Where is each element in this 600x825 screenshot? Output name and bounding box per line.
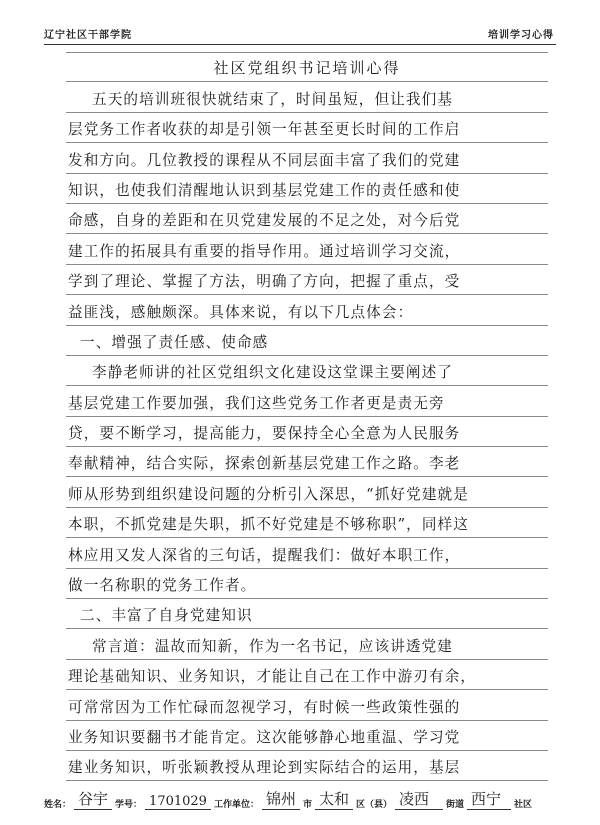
essay-line: 益匪浅，感触颇深。具体来说，有以下几点体会： [66, 295, 548, 325]
essay-line: 做一名称职的党务工作者。 [66, 569, 548, 599]
essay-line: 本职，不抓党建是失职，抓不好党建是不够称职”，同样这 [66, 508, 548, 538]
essay-line: 理论基础知识、业务知识，才能让自己在工作中游刃有余， [66, 660, 548, 690]
city-value: 锦州 [262, 788, 300, 810]
essay-line: 知识，也使我们清醒地认识到基层党建工作的责任感和使 [66, 174, 548, 204]
essay-line: 命感，自身的差距和在贝党建发展的不足之处，对今后党 [66, 204, 548, 234]
essay-line: 建业务知识，听张颖教授从理论到实际结合的运用，基层 [66, 751, 548, 781]
unit-label: 工作单位： [213, 800, 259, 810]
essay-line: 建工作的拓展具有重要的指导作用。通过培训学习交流， [66, 234, 548, 264]
institution-name: 辽宁社区干部学院 [44, 30, 132, 41]
student-info-footer [44, 788, 564, 810]
essay-line: 奉献精神，结合实际，探索创新基层党建工作之路。李老 [66, 447, 548, 477]
section-heading: 二、丰富了自身党建知识 [66, 599, 548, 629]
essay-line: 林应用又发人深省的三句话，提醒我们：做好本职工作， [66, 538, 548, 568]
essay-line: 师从形势到组织建设问题的分析引入深思，“抓好党建就是 [66, 477, 548, 507]
essay-line: 常言道：温故而知新，作为一名书记，应该讲透党建 [66, 629, 548, 659]
essay-title: 社区党组织书记培训心得 [66, 52, 548, 82]
essay-line: 层党务工作者收获的却是引领一年甚至更长时间的工作启 [66, 113, 548, 143]
essay-line: 业务知识要翻书才能肯定。这次能够静心地重温、学习党 [66, 721, 548, 751]
community-label: 社区 [514, 800, 533, 810]
document-type: 培训学习心得 [488, 30, 554, 41]
essay-line: 五天的培训班很快就结束了，时间虽短，但让我们基 [66, 82, 548, 112]
essay-line: 可常常因为工作忙碌而忽视学习，有时候一些政策性强的 [66, 690, 548, 720]
essay-line: 李静老师讲的社区党组织文化建设这堂课主要阐述了 [66, 356, 548, 386]
section-heading: 一、增强了责任感、使命感 [66, 326, 548, 356]
district-value: 太和 [315, 788, 353, 810]
essay-line: 基层党建工作要加强，我们这些党务工作者更是责无旁 [66, 386, 548, 416]
essay-line: 贷，要不断学习，提高能力，要保持全心全意为人民服务 [66, 417, 548, 447]
name-value: 谷宇 [74, 788, 112, 810]
essay-line: 发和方向。几位教授的课程从不同层面丰富了我们的党建 [66, 143, 548, 173]
district-label: 区（县） [356, 800, 393, 810]
ruled-paper [66, 52, 548, 782]
street-label: 街道 [446, 800, 465, 810]
city-label: 市 [302, 800, 312, 810]
community-value: 西宁 [467, 788, 511, 810]
id-label: 学号： [115, 800, 143, 810]
street-value: 凌西 [395, 788, 443, 810]
essay-line: 学到了理论、掌握了方法，明确了方向，把握了重点，受 [66, 265, 548, 295]
name-label: 姓名： [44, 800, 72, 810]
header-divider [44, 44, 556, 45]
id-value: 1701029 [145, 794, 211, 810]
